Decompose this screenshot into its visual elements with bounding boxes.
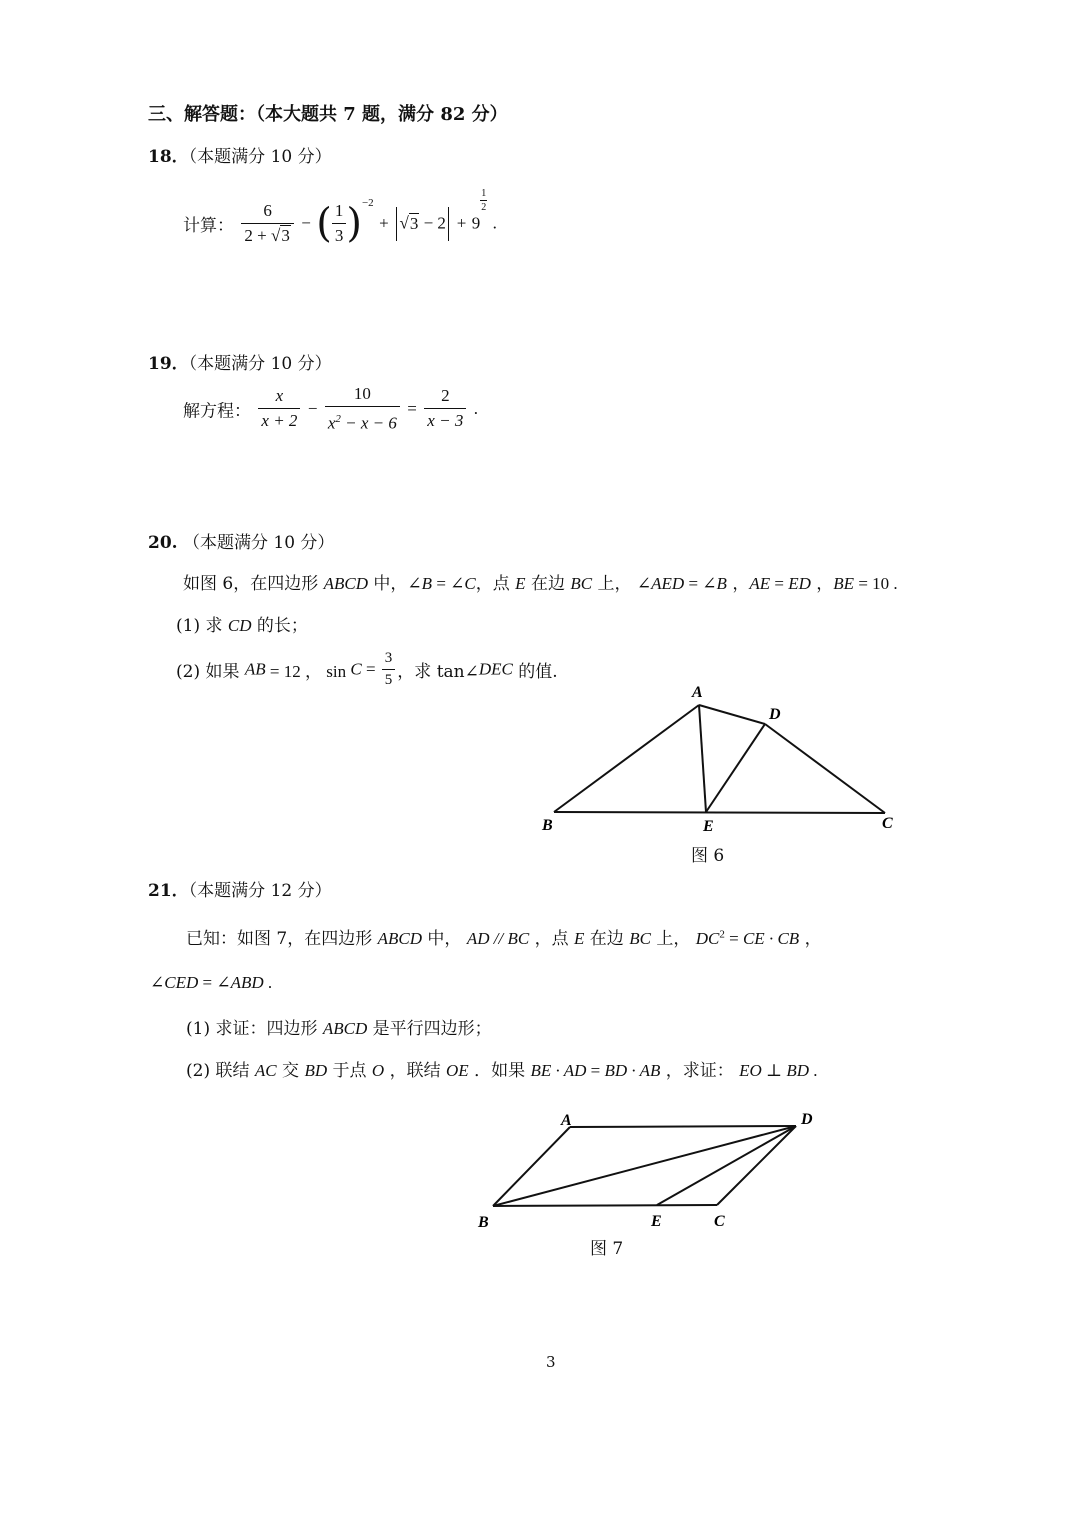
figure-7-caption: 图 7	[590, 1239, 624, 1259]
q20-p2-d: C	[350, 659, 362, 679]
q21-p2-e: 于点	[327, 1061, 372, 1081]
fig6-seg-bc	[554, 812, 885, 813]
q21-stem-line2	[150, 973, 272, 993]
q21-p2-q: .	[809, 1061, 818, 1080]
fig7-seg-dc	[717, 1126, 796, 1205]
q21-line2-b: CED	[164, 973, 199, 992]
q21-p2-o: ⊥	[761, 1061, 787, 1080]
q19-minus: −	[307, 398, 318, 418]
section-title: 三、解答题：（本大题共 7 题，满分 82 分）	[148, 104, 508, 125]
q21-p2-c: 交	[276, 1061, 305, 1081]
q19-score: （本题满分 10 分）	[188, 354, 332, 374]
q21-stem-m: =	[724, 929, 743, 948]
fig6-label-e: E	[703, 818, 714, 835]
q21-stem-h: E	[574, 929, 585, 948]
q20-stem-r: ED	[788, 574, 811, 593]
q20-header	[148, 528, 334, 553]
q18-f1-den-a: 2 +	[244, 226, 271, 245]
q20-p2-h: 的值.	[512, 662, 558, 682]
q18-abs-content: √3 − 2	[399, 213, 446, 233]
q20-stem-i: 在边	[525, 574, 571, 594]
q19-f1-num: x	[258, 386, 300, 409]
abs-bar-right	[448, 207, 449, 241]
q21-p2-j: BE · AD	[530, 1061, 587, 1080]
q21-p2-h: OE	[446, 1061, 469, 1080]
q21-p2-m: ，求证：	[660, 1061, 740, 1081]
q20-stem-p: AE	[749, 574, 771, 593]
q20-number: 20.	[148, 533, 178, 553]
q18-score: （本题满分 10 分）	[188, 147, 332, 167]
figure-7	[470, 1100, 830, 1235]
q20-stem	[183, 569, 898, 594]
q18-f1-num: 6	[241, 201, 293, 224]
q20-p2-num: 3	[382, 650, 396, 670]
q21-stem-n: CE · CB	[742, 929, 800, 948]
abs-bar-left	[396, 207, 397, 241]
q20-p1-a: (1) 求	[176, 616, 228, 636]
q18-f1-den: 2 + √3	[244, 226, 290, 245]
q20-stem-o: ，	[726, 574, 750, 594]
q19-f2-den-a: x	[327, 413, 336, 433]
q21-p2-b: AC	[254, 1061, 277, 1080]
q18-lead: 计算：	[183, 216, 234, 236]
q21-stem-l: DC	[695, 929, 720, 948]
fig7-seg-bc	[493, 1205, 717, 1206]
q19-f3-num: 2	[424, 386, 466, 409]
q21-stem-e: //	[489, 929, 508, 948]
q18-end: .	[492, 213, 497, 233]
q19-f2-den	[325, 407, 400, 434]
q19-number: 19．	[148, 354, 189, 374]
fig7-label-d: D	[801, 1111, 813, 1128]
q21-score: （本题满分 12 分）	[188, 881, 332, 901]
fig6-seg-ae	[699, 705, 706, 812]
q20-stem-e: = ∠	[432, 574, 465, 593]
q20-stem-h: E	[515, 574, 526, 593]
q19-lead: 解方程：	[183, 401, 251, 422]
q19-fraction-2	[325, 384, 400, 434]
q19-fraction-1	[258, 386, 300, 431]
q21-stem-o: ，	[799, 929, 822, 949]
q18-abs-minus: − 2	[419, 213, 446, 233]
q21-p2-a: (2) 联结	[186, 1061, 255, 1081]
q20-stem-u: = 10 .	[854, 574, 898, 593]
q19-f2-den-b: − x − 6	[340, 413, 397, 433]
q19-f3-den: x − 3	[427, 411, 464, 431]
fig7-label-c: C	[714, 1213, 725, 1230]
figure-6	[530, 680, 910, 840]
fig7-label-a: A	[561, 1112, 572, 1129]
fig7-seg-ad	[570, 1126, 796, 1127]
fig6-seg-ad	[699, 705, 765, 724]
q21-stem-b: ABCD	[377, 929, 423, 948]
q21-p2-p: BD	[786, 1061, 809, 1080]
q19-eq: =	[407, 398, 417, 418]
q21-p1-c: 是平行四边形；	[367, 1019, 492, 1039]
left-paren: (	[316, 200, 332, 247]
q21-stem-a: 已知：如图 7，在四边形	[186, 929, 378, 949]
q21-p2-d: BD	[304, 1061, 328, 1080]
q19-f2-num: 10	[325, 384, 400, 407]
q21-line2-a: ∠	[150, 973, 165, 992]
q20-score: （本题满分 10 分）	[182, 533, 335, 553]
q21-stem-d: AD	[466, 929, 490, 948]
fig6-seg-dc	[765, 724, 885, 813]
fig6-label-b: B	[542, 817, 553, 834]
q21-p2-n: EO	[739, 1061, 762, 1080]
q20-stem-j: BC	[570, 574, 593, 593]
fig7-seg-ba	[493, 1127, 570, 1206]
q20-stem-n: B	[716, 574, 727, 593]
q18-exp2-den: 2	[481, 202, 487, 213]
fig7-label-e: E	[651, 1213, 662, 1230]
fig6-seg-ba	[554, 705, 699, 812]
q20-part2	[176, 650, 558, 689]
q21-stem	[186, 924, 822, 949]
q18-minus: −	[301, 213, 311, 233]
q20-stem-g: ，点	[475, 574, 516, 594]
q20-p1-b: CD	[227, 616, 252, 635]
q18-plus1: +	[379, 213, 389, 233]
q19-header	[148, 349, 332, 374]
q21-p1-b: ABCD	[322, 1019, 368, 1038]
q20-p2-c: = 12 ， sin	[265, 662, 351, 681]
fig6-label-d: D	[769, 706, 781, 723]
q21-line2-e: .	[263, 973, 273, 992]
q21-part2	[186, 1056, 818, 1081]
q18-base: 9	[471, 213, 481, 233]
q21-stem-f: BC	[507, 929, 530, 948]
q18-abs-root: 3	[409, 213, 419, 233]
fig6-label-c: C	[882, 815, 893, 832]
q18-f2-den: 3	[334, 226, 344, 245]
q20-stem-l: AED	[651, 574, 685, 593]
q21-line2-d: ABD	[230, 973, 264, 992]
q19-f2-den-exp: 2	[335, 413, 341, 425]
q20-p2-e: =	[361, 659, 380, 679]
q20-p1-c: 的长；	[251, 616, 308, 636]
q19-equation	[183, 384, 478, 434]
right-paren: )	[346, 200, 362, 247]
q20-p2-f: ，求 tan∠	[397, 662, 479, 682]
q18-number: 18．	[148, 147, 189, 167]
fig7-label-b: B	[478, 1214, 489, 1231]
q18-exp2	[480, 188, 487, 213]
q19-end: .	[473, 398, 478, 418]
q21-stem-c: 中，	[422, 929, 467, 949]
q21-p2-i: ．如果	[468, 1061, 531, 1081]
q18-f2-num: 1	[332, 201, 347, 224]
q20-stem-a: 如图 6，在四边形	[183, 574, 324, 594]
q20-p2-b: AB	[244, 659, 266, 679]
q18-plus2: +	[456, 213, 467, 233]
q19-f1-den: x + 2	[261, 411, 298, 431]
q20-stem-s: ，	[810, 574, 834, 594]
q20-p2-g: DEC	[478, 659, 513, 679]
q18-expression	[183, 188, 497, 246]
q20-stem-b: ABCD	[323, 574, 369, 593]
fig7-seg-bd	[493, 1126, 796, 1206]
q21-header	[148, 876, 332, 901]
q21-p2-f: O	[371, 1061, 385, 1080]
q20-p2-den: 5	[384, 672, 393, 688]
q20-part1	[176, 611, 308, 636]
fig7-seg-ed	[657, 1126, 796, 1205]
q20-stem-q: =	[770, 574, 789, 593]
fig6-label-a: A	[692, 684, 703, 701]
q20-stem-c: 中，∠	[368, 574, 422, 594]
q21-p2-g: ，联结	[384, 1061, 447, 1081]
q21-stem-i: 在边	[584, 929, 630, 949]
q21-line2-c: = ∠	[198, 973, 231, 992]
fig6-seg-de	[706, 724, 765, 812]
q19-fraction-3	[424, 386, 466, 431]
q20-stem-f: C	[464, 574, 476, 593]
q18-exp1: −2	[361, 197, 374, 209]
q21-stem-g: ，点	[529, 929, 574, 949]
q21-p2-l: BD · AB	[604, 1061, 661, 1080]
q18-exp2-num: 1	[481, 188, 487, 199]
q21-number: 21．	[148, 881, 189, 901]
q21-p1-a: (1) 求证：四边形	[186, 1019, 323, 1039]
q21-part1	[186, 1014, 492, 1039]
q20-stem-t: BE	[833, 574, 855, 593]
q21-stem-l-exp: 2	[719, 928, 725, 941]
q20-p2-fraction	[382, 650, 396, 689]
q21-stem-j: BC	[629, 929, 651, 948]
q20-stem-d: B	[421, 574, 433, 593]
q18-header	[148, 142, 332, 167]
q20-stem-m: = ∠	[684, 574, 717, 593]
q18-fraction-1	[241, 201, 293, 246]
q21-stem-k: 上，	[650, 929, 696, 949]
q18-fraction-2	[332, 201, 347, 246]
q20-stem-k: 上， ∠	[592, 574, 652, 594]
q20-p2-a: (2) 如果	[176, 662, 245, 682]
figure-6-caption: 图 6	[691, 846, 725, 866]
page-number: 3	[546, 1353, 556, 1371]
q18-f1-den-root: 3	[281, 226, 290, 245]
q21-p2-k: =	[586, 1061, 605, 1080]
